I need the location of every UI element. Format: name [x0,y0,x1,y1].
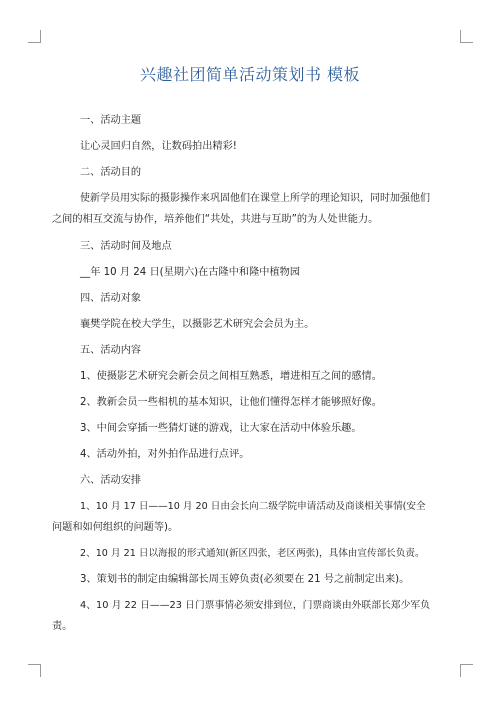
section-heading-schedule: 六、活动安排 [80,475,142,486]
crop-mark-top-left [28,30,41,43]
schedule-item-1-line-1: 1、10 月 17 日——10 月 20 日由会长向二级学院申请活动及商谈相关事情(安全 [80,501,426,512]
schedule-item-1-line-2: 问题和如何组织的问题等)。 [52,522,179,533]
crop-mark-bottom-right [460,664,473,677]
paragraph-purpose-line-2: 之间的相互交流与协作，培养他们“共处，共进与互助”的为人处世能力。 [52,214,379,225]
content-item-4: 4、活动外拍，对外拍作品进行点评。 [80,449,250,460]
paragraph-audience: 襄樊学院在校大学生，以摄影艺术研究会会员为主。 [80,319,315,330]
crop-mark-bottom-left [28,664,41,677]
section-heading-purpose: 二、活动目的 [80,167,142,178]
section-heading-time-place: 三、活动时间及地点 [80,241,172,252]
schedule-item-4-line-1: 4、10 月 22 日——23 日门票事情必须安排到位，门票商谈由外联部长郑少军负 [80,600,430,611]
paragraph-purpose-line-1: 使新学员用实际的摄影操作来巩固他们在课堂上所学的理论知识，同时加强他们 [80,193,430,204]
crop-mark-top-right [460,30,473,43]
paragraph-theme: 让心灵回归自然，让数码拍出精彩! [80,141,237,152]
paragraph-time-place: __年 10 月 24 日(星期六)在古隆中和隆中植物园 [80,267,301,278]
schedule-item-3: 3、策划书的制定由编辑部长周玉婷负责(必须要在 21 号之前制定出来)。 [80,574,410,585]
content-item-3: 3、中间会穿插一些猜灯谜的游戏，让大家在活动中体验乐趣。 [80,423,362,434]
schedule-item-4-line-2: 责。 [52,621,73,632]
schedule-item-2: 2、10 月 21 日以海报的形式通知(新区四张，老区两张)，具体由宣传部长负责。 [80,548,425,559]
section-heading-theme: 一、活动主题 [80,115,142,126]
content-item-2: 2、教新会员一些相机的基本知识，让他们懂得怎样才能够照好像。 [80,397,382,408]
section-heading-content: 五、活动内容 [80,345,142,356]
content-item-1: 1、使摄影艺术研究会新会员之间相互熟悉，增进相互之间的感情。 [80,371,382,382]
section-heading-audience: 四、活动对象 [80,293,142,304]
document-title: 兴趣社团简单活动策划书 模板 [139,65,361,84]
